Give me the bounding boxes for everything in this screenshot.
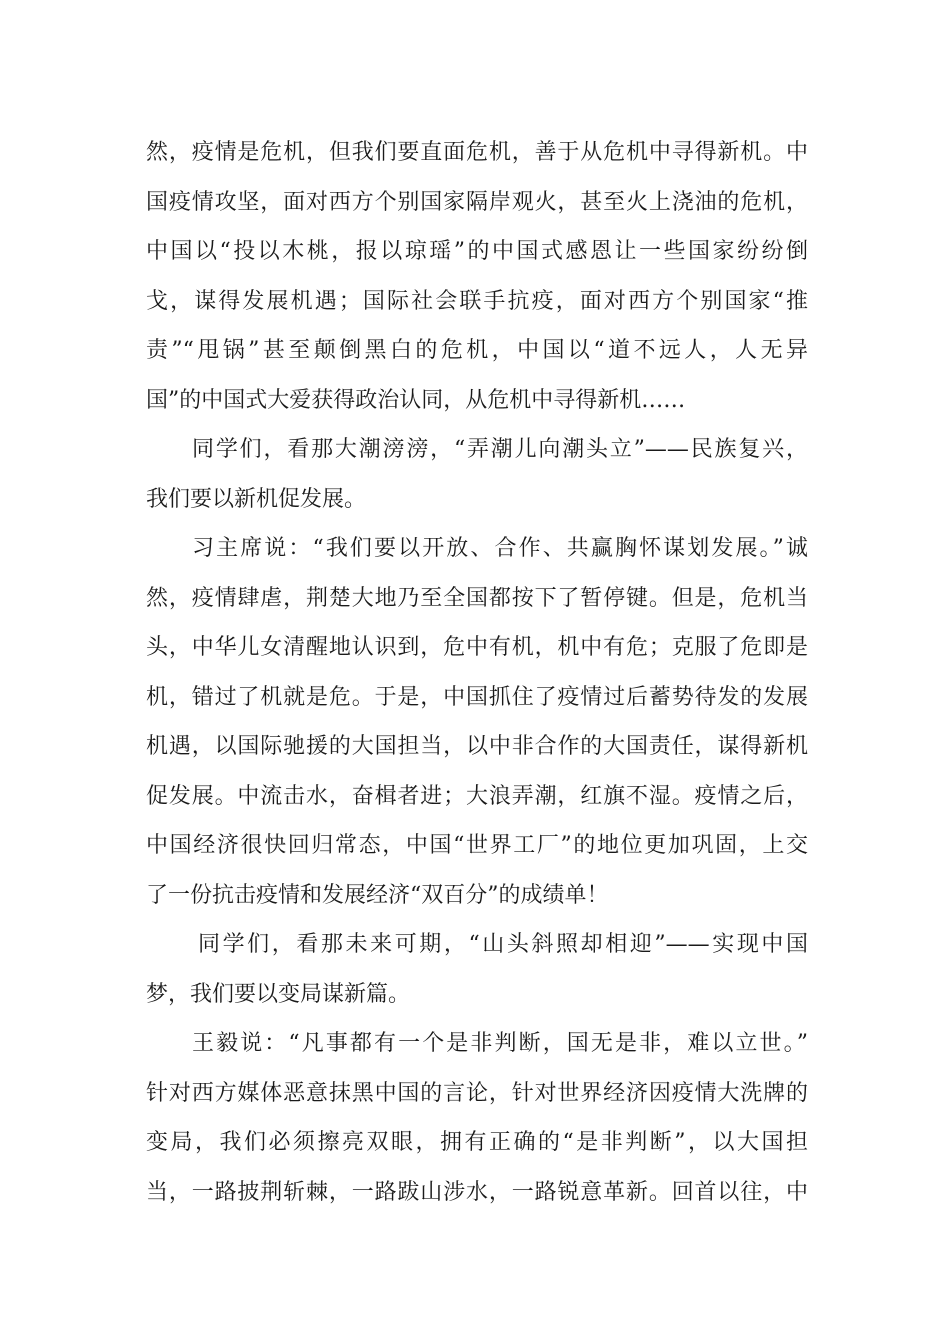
text-line: 当，一路披荆斩棘，一路跋山涉水，一路锐意革新。回首以往，中 (146, 1179, 808, 1205)
text-line: 促发展。中流击水，奋楫者进；大浪弄潮，红旗不湿。疫情之后， (146, 783, 808, 809)
text-line: 习主席说：“我们要以开放、合作、共赢胸怀谋划发展。”诚 (192, 536, 808, 561)
text-line: 了一份抗击疫情和发展经济“双百分”的成绩单！ (146, 882, 609, 908)
text-line: 王毅说：“凡事都有一个是非判断，国无是非，难以立世。” (192, 1031, 808, 1056)
text-line: 针对西方媒体恶意抹黑中国的言论，针对世界经济因疫情大洗牌的 (146, 1080, 808, 1106)
text-line: 头，中华儿女清醒地认识到，危中有机，机中有危；克服了危即是 (146, 635, 808, 660)
text-line: 责”“甩锅”甚至颠倒黑白的危机，中国以“道不远人，人无异 (146, 338, 808, 363)
text-line: 机，错过了机就是危。于是，中国抓住了疫情过后蓄势待发的发展 (146, 684, 808, 710)
text-line: 然，疫情肆虐，荆楚大地乃至全国都按下了暂停键。但是，危机当 (146, 585, 808, 611)
text-line: 中国经济很快回归常态，中国“世界工厂”的地位更加巩固，上交 (146, 833, 808, 858)
text-line: 机遇，以国际驰援的大国担当，以中非合作的大国责任，谋得新机 (146, 734, 808, 759)
text-line: 梦，我们要以变局谋新篇。 (146, 981, 411, 1007)
text-line: 然，疫情是危机，但我们要直面危机，善于从危机中寻得新机。中 (146, 140, 808, 165)
text-line: 国”的中国式大爱获得政治认同，从危机中寻得新机…… (146, 387, 686, 413)
body-text (146, 128, 808, 1217)
text-line: 变局，我们必须擦亮双眼，拥有正确的“是非判断”，以大国担 (146, 1130, 808, 1155)
text-line: 国疫情攻坚，面对西方个别国家隔岸观火，甚至火上浇油的危机， (146, 189, 808, 215)
text-line: 戈，谋得发展机遇；国际社会联手抗疫，面对西方个别国家“推 (146, 288, 808, 314)
text-line: 同学们，看那大潮滂滂，“弄潮儿向潮头立”——民族复兴， (192, 437, 808, 462)
text-line: 中国以“投以木桃，报以琼瑶”的中国式感恩让一些国家纷纷倒 (146, 239, 808, 264)
text-line: 同学们，看那未来可期，“山头斜照却相迎”——实现中国 (198, 932, 808, 957)
text-line: 我们要以新机促发展。 (146, 486, 367, 512)
